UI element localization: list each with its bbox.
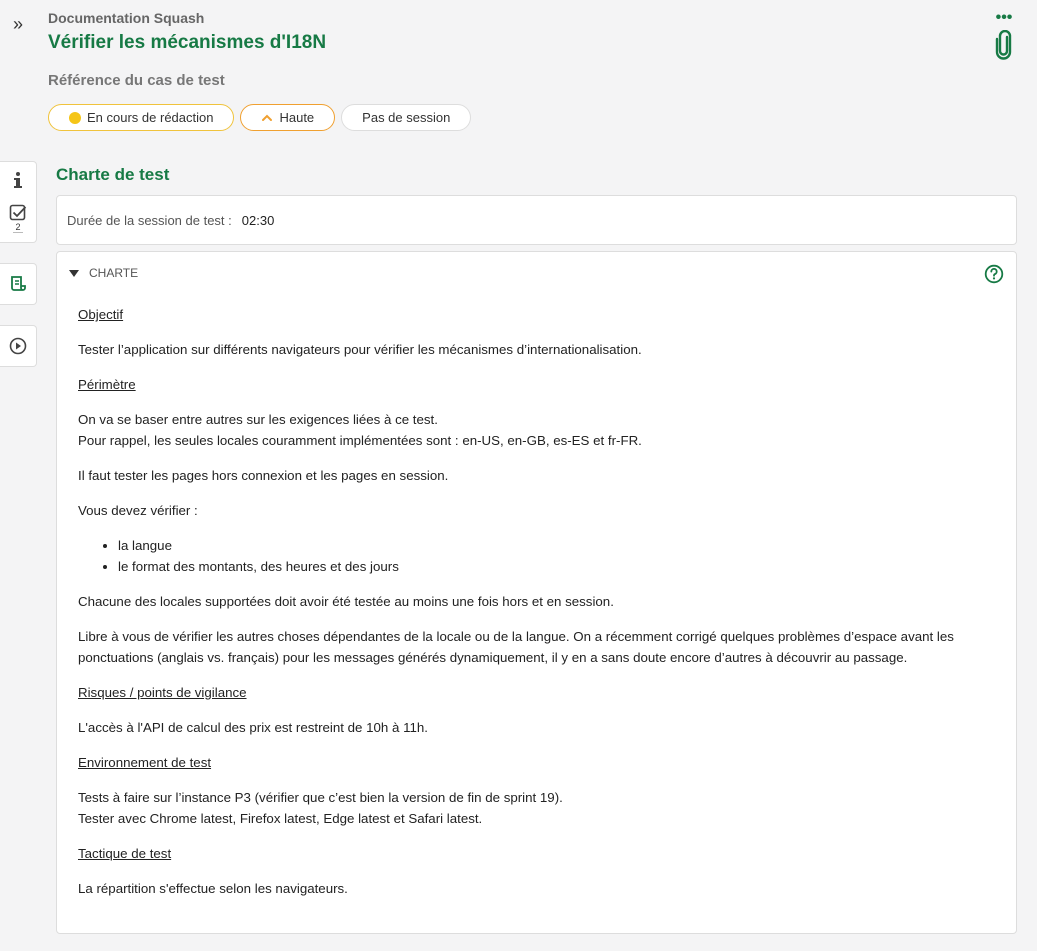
more-options-icon[interactable]: ••• [995, 9, 1013, 26]
project-name: Documentation Squash [48, 10, 205, 26]
verify-list [118, 535, 1002, 577]
risks-heading: Risques / points de vigilance [78, 685, 247, 700]
play-circle-icon [9, 337, 27, 355]
environment-paragraph [78, 787, 1002, 829]
status-dot-icon [69, 112, 81, 124]
list-item: • la langue [118, 535, 1002, 556]
session-duration-box [56, 195, 1017, 245]
side-item-charter[interactable] [3, 264, 33, 304]
tactic-text: La répartition s'effectue selon les navigateurs. [78, 881, 348, 896]
side-nav-group-info [0, 161, 37, 243]
scope-locales-text: Chacune des locales supportées doit avoir été testée au moins une fois hors et en session. [78, 594, 614, 609]
status-label: En cours de rédaction [87, 110, 214, 125]
section-title: Charte de test [56, 165, 170, 184]
tactic-heading: Tactique de test [78, 846, 172, 861]
priority-label: Haute [279, 110, 315, 125]
page-title: Vérifier les mécanismes d'I18N [48, 32, 327, 53]
duration-value[interactable]: 02:30 [241, 212, 275, 228]
status-chip[interactable] [48, 104, 234, 131]
expand-panel-button[interactable]: » [12, 14, 23, 34]
side-item-checklist[interactable] [3, 198, 33, 238]
caret-down-icon [69, 270, 79, 277]
scope-line-1: On va se baser entre autres sur les exigences liées à ce test. [78, 412, 438, 427]
info-icon [11, 170, 25, 190]
scroll-icon [9, 275, 27, 293]
side-item-sessions[interactable] [3, 326, 33, 366]
objective-text: Tester l’application sur différents navigateurs pour vérifier les mécanismes d’internationalisation. [78, 342, 642, 357]
charter-panel [56, 251, 1017, 934]
session-chip[interactable] [341, 104, 471, 131]
chips-row [48, 104, 1037, 131]
test-case-reference[interactable]: Référence du cas de test [48, 72, 225, 89]
environment-heading: Environnement de test [78, 755, 212, 770]
checkbox-icon [9, 204, 27, 222]
scope-line-2: Pour rappel, les seules locales couramment implémentées sont : en-US, en-GB, es-ES et fr-FR. [78, 433, 642, 448]
side-nav-group-charter [0, 263, 37, 305]
session-label: Pas de session [362, 110, 451, 125]
duration-label: Durée de la session de test : [67, 212, 232, 228]
scope-free-text: Libre à vous de vérifier les autres choses dépendantes de la locale ou de la langue. On a récemment corrigé quelques problèmes d’espace avant les ponctuations (anglais vs. français) pour les messages générés dynamiquement, il y en a sans doute encore d’autres à découvrir au passage. [78, 629, 954, 665]
attachment-icon[interactable] [993, 30, 1015, 65]
scope-verify-text: Vous devez vérifier : [78, 503, 198, 518]
help-icon[interactable] [984, 264, 1004, 284]
chevron-up-icon [261, 113, 273, 123]
charter-toggle[interactable] [69, 266, 138, 280]
priority-chip[interactable] [240, 104, 335, 131]
charter-content[interactable] [78, 304, 1002, 913]
side-nav-group-sessions [0, 325, 37, 367]
page-header [48, 10, 1037, 131]
checklist-count-badge: 2 [15, 221, 21, 232]
environment-line-1: Tests à faire sur l’instance P3 (vérifier que c’est bien la version de fin de sprint 19). [78, 790, 563, 805]
scope-heading: Périmètre [78, 377, 136, 392]
environment-line-2: Tester avec Chrome latest, Firefox latest, Edge latest et Safari latest. [78, 811, 483, 826]
top-actions [993, 9, 1015, 65]
side-item-info[interactable] [3, 162, 33, 198]
scope-pages-text: Il faut tester les pages hors connexion et les pages en session. [78, 468, 449, 483]
objective-heading: Objectif [78, 307, 124, 322]
risks-text: L'accès à l'API de calcul des prix est restreint de 10h à 11h. [78, 720, 429, 735]
list-item: • le format des montants, des heures et des jours [118, 556, 1002, 577]
scope-paragraph [78, 409, 1002, 451]
charter-label: CHARTE [89, 266, 139, 280]
